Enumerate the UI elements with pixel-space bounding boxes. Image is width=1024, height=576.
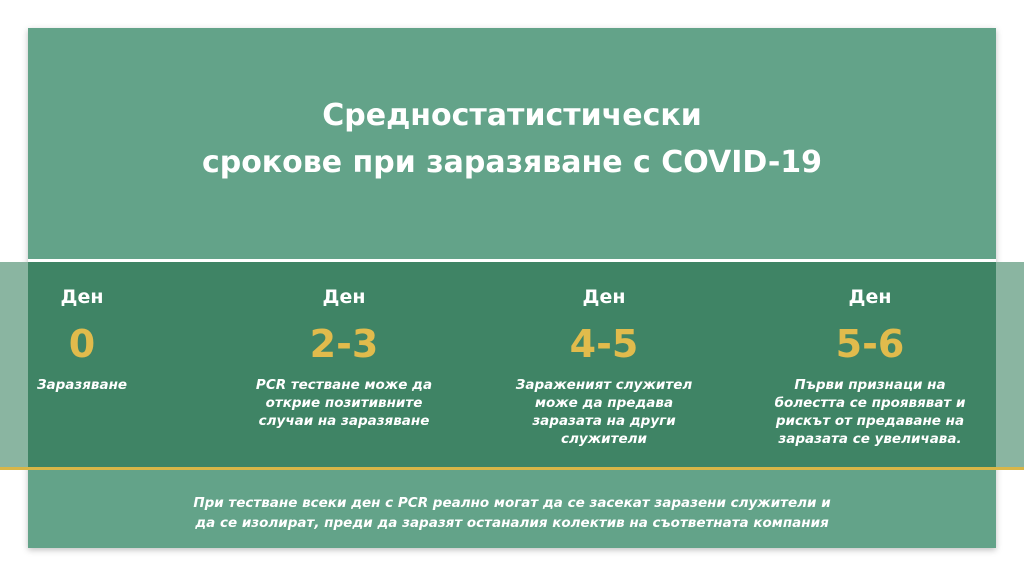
stage-label: Ден [60, 286, 104, 308]
stage-day-number: 2-3 [309, 322, 379, 366]
stage-day-number: 4-5 [569, 322, 639, 366]
stage-day-number: 5-6 [835, 322, 905, 366]
stage-day-2-3 [239, 284, 449, 430]
footer-line-2: да се изолират, преди да заразят останалия колектив на съответната компания [195, 515, 829, 531]
title-line-1: Средностатистически [322, 98, 702, 133]
footer-note [28, 493, 996, 533]
stage-description: Първи признаци на болестта се проявяват и рискът от предаване на заразата се увеличава. [774, 377, 966, 447]
stage-label: Ден [322, 286, 366, 308]
stage-day-0 [0, 284, 164, 394]
stage-description: PCR тестване може да открие позитивните случаи на заразяване [255, 377, 433, 429]
stage-day-number: 0 [68, 322, 96, 366]
stage-label: Ден [582, 286, 626, 308]
stage-description: Заразяване [36, 377, 128, 393]
page-title [28, 92, 996, 186]
title-line-2: срокове при заразяване с COVID-19 [201, 145, 823, 180]
stage-day-5-6 [765, 284, 975, 448]
stage-label: Ден [848, 286, 892, 308]
band-right-cap [996, 262, 1024, 468]
band-bottom-divider [0, 467, 1024, 470]
stage-description: Зараженият служител може да предава заразата на други служители [515, 377, 693, 447]
footer-line-1: При тестване всеки ден с PCR реално могат да се засекат заразени служители и [193, 495, 831, 511]
stage-day-4-5 [499, 284, 709, 448]
